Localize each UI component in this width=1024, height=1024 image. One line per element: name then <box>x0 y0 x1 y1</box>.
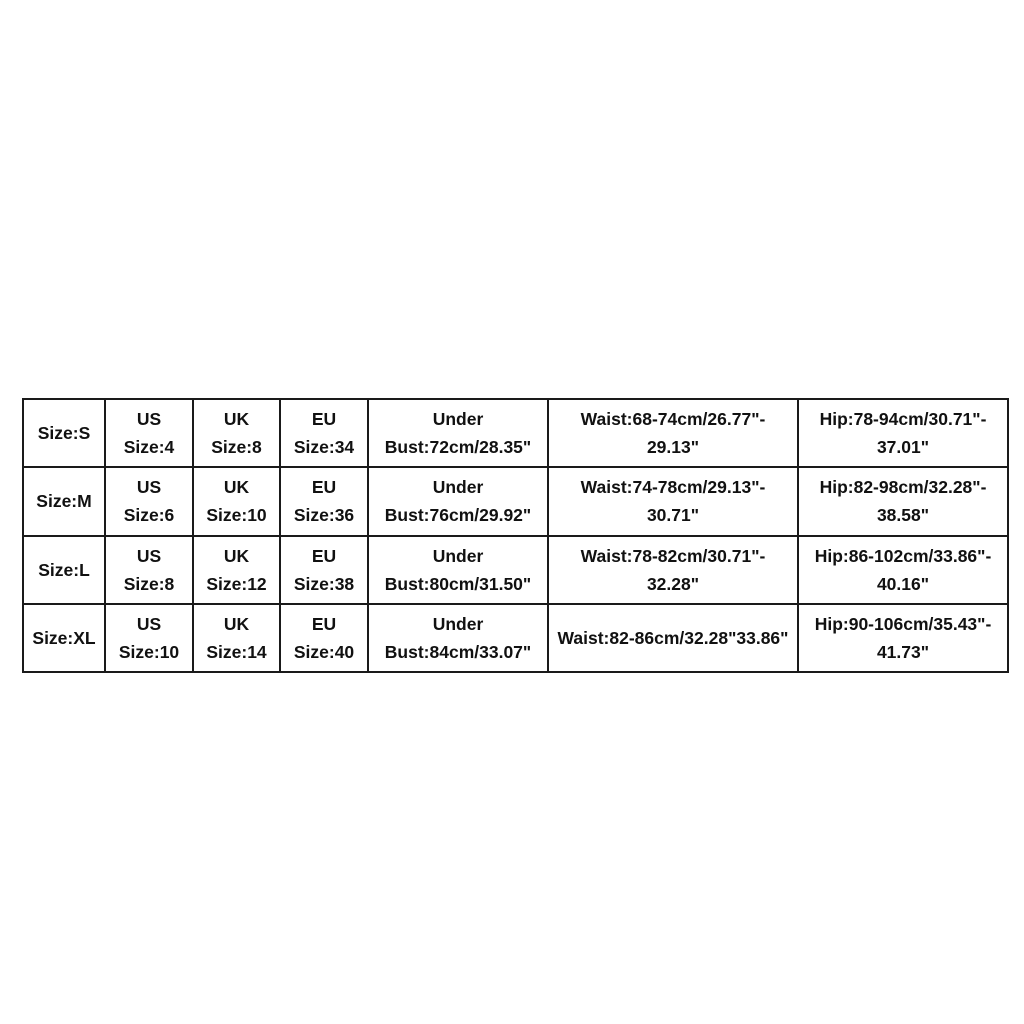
under-bust-text: Bust:72cm/28.35" <box>384 437 532 458</box>
us-size-cell <box>105 467 193 535</box>
us-size-text: US <box>136 545 162 566</box>
table-row <box>23 604 1008 672</box>
size-label-cell <box>23 467 105 535</box>
us-size-text: Size:4 <box>123 437 175 458</box>
waist-cell <box>548 604 798 672</box>
uk-size-text: Size:14 <box>206 641 267 662</box>
eu-size-text: Size:40 <box>293 641 355 662</box>
table-row <box>23 467 1008 535</box>
hip-text: Hip:78-94cm/30.71"- <box>819 409 987 430</box>
us-size-text: Size:8 <box>123 573 175 594</box>
size-label-text: Size:S <box>37 423 91 444</box>
under-bust-text: Bust:76cm/29.92" <box>384 505 532 526</box>
hip-text: 37.01" <box>876 437 930 458</box>
hip-text: Hip:86-102cm/33.86"- <box>814 545 992 566</box>
under-bust-cell <box>368 399 548 467</box>
us-size-text: Size:6 <box>123 505 175 526</box>
waist-text: Waist:82-86cm/32.28"33.86" <box>557 627 789 648</box>
table-row <box>23 536 1008 604</box>
uk-size-text: UK <box>223 613 250 634</box>
size-label-text: Size:L <box>38 559 90 580</box>
size-label-cell <box>23 604 105 672</box>
waist-text: Waist:68-74cm/26.77"- <box>580 409 766 430</box>
eu-size-text: Size:36 <box>293 505 355 526</box>
hip-text: 38.58" <box>876 505 930 526</box>
eu-size-cell <box>280 604 368 672</box>
eu-size-text: Size:38 <box>293 573 355 594</box>
hip-text: Hip:90-106cm/35.43"- <box>814 613 992 634</box>
us-size-text: US <box>136 477 162 498</box>
size-label-text: Size:M <box>36 491 92 512</box>
uk-size-text: Size:10 <box>206 505 267 526</box>
under-bust-text: Bust:84cm/33.07" <box>384 641 532 662</box>
uk-size-cell <box>193 604 280 672</box>
size-label-cell <box>23 399 105 467</box>
hip-text: 40.16" <box>876 573 930 594</box>
size-label-text: Size:XL <box>32 627 96 648</box>
eu-size-cell <box>280 467 368 535</box>
uk-size-cell <box>193 467 280 535</box>
eu-size-text: EU <box>311 545 337 566</box>
under-bust-text: Under <box>432 409 484 430</box>
under-bust-cell <box>368 604 548 672</box>
waist-text: 30.71" <box>646 505 700 526</box>
us-size-cell <box>105 399 193 467</box>
uk-size-cell <box>193 399 280 467</box>
us-size-text: US <box>136 409 162 430</box>
waist-text: 29.13" <box>646 437 700 458</box>
uk-size-text: UK <box>223 545 250 566</box>
waist-text: Waist:78-82cm/30.71"- <box>580 545 766 566</box>
uk-size-text: Size:12 <box>206 573 267 594</box>
table-row <box>23 399 1008 467</box>
hip-text: Hip:82-98cm/32.28"- <box>819 477 987 498</box>
hip-cell <box>798 604 1008 672</box>
size-label-cell <box>23 536 105 604</box>
hip-cell <box>798 399 1008 467</box>
waist-cell <box>548 399 798 467</box>
under-bust-cell <box>368 467 548 535</box>
hip-text: 41.73" <box>876 641 930 662</box>
waist-cell <box>548 536 798 604</box>
uk-size-text: Size:8 <box>211 437 262 458</box>
under-bust-cell <box>368 536 548 604</box>
waist-cell <box>548 467 798 535</box>
us-size-text: US <box>136 613 162 634</box>
under-bust-text: Under <box>432 613 484 634</box>
eu-size-text: EU <box>311 477 337 498</box>
us-size-cell <box>105 604 193 672</box>
uk-size-cell <box>193 536 280 604</box>
us-size-cell <box>105 536 193 604</box>
hip-cell <box>798 536 1008 604</box>
eu-size-cell <box>280 536 368 604</box>
waist-text: Waist:74-78cm/29.13"- <box>580 477 766 498</box>
uk-size-text: UK <box>223 477 250 498</box>
waist-text: 32.28" <box>646 573 700 594</box>
size-chart-body <box>23 399 1008 672</box>
eu-size-text: EU <box>311 613 337 634</box>
under-bust-text: Under <box>432 477 484 498</box>
under-bust-text: Bust:80cm/31.50" <box>384 573 532 594</box>
us-size-text: Size:10 <box>118 641 180 662</box>
eu-size-cell <box>280 399 368 467</box>
under-bust-text: Under <box>432 545 484 566</box>
uk-size-text: UK <box>223 409 250 430</box>
hip-cell <box>798 467 1008 535</box>
eu-size-text: Size:34 <box>293 437 355 458</box>
size-chart-table <box>22 398 1009 673</box>
eu-size-text: EU <box>311 409 337 430</box>
